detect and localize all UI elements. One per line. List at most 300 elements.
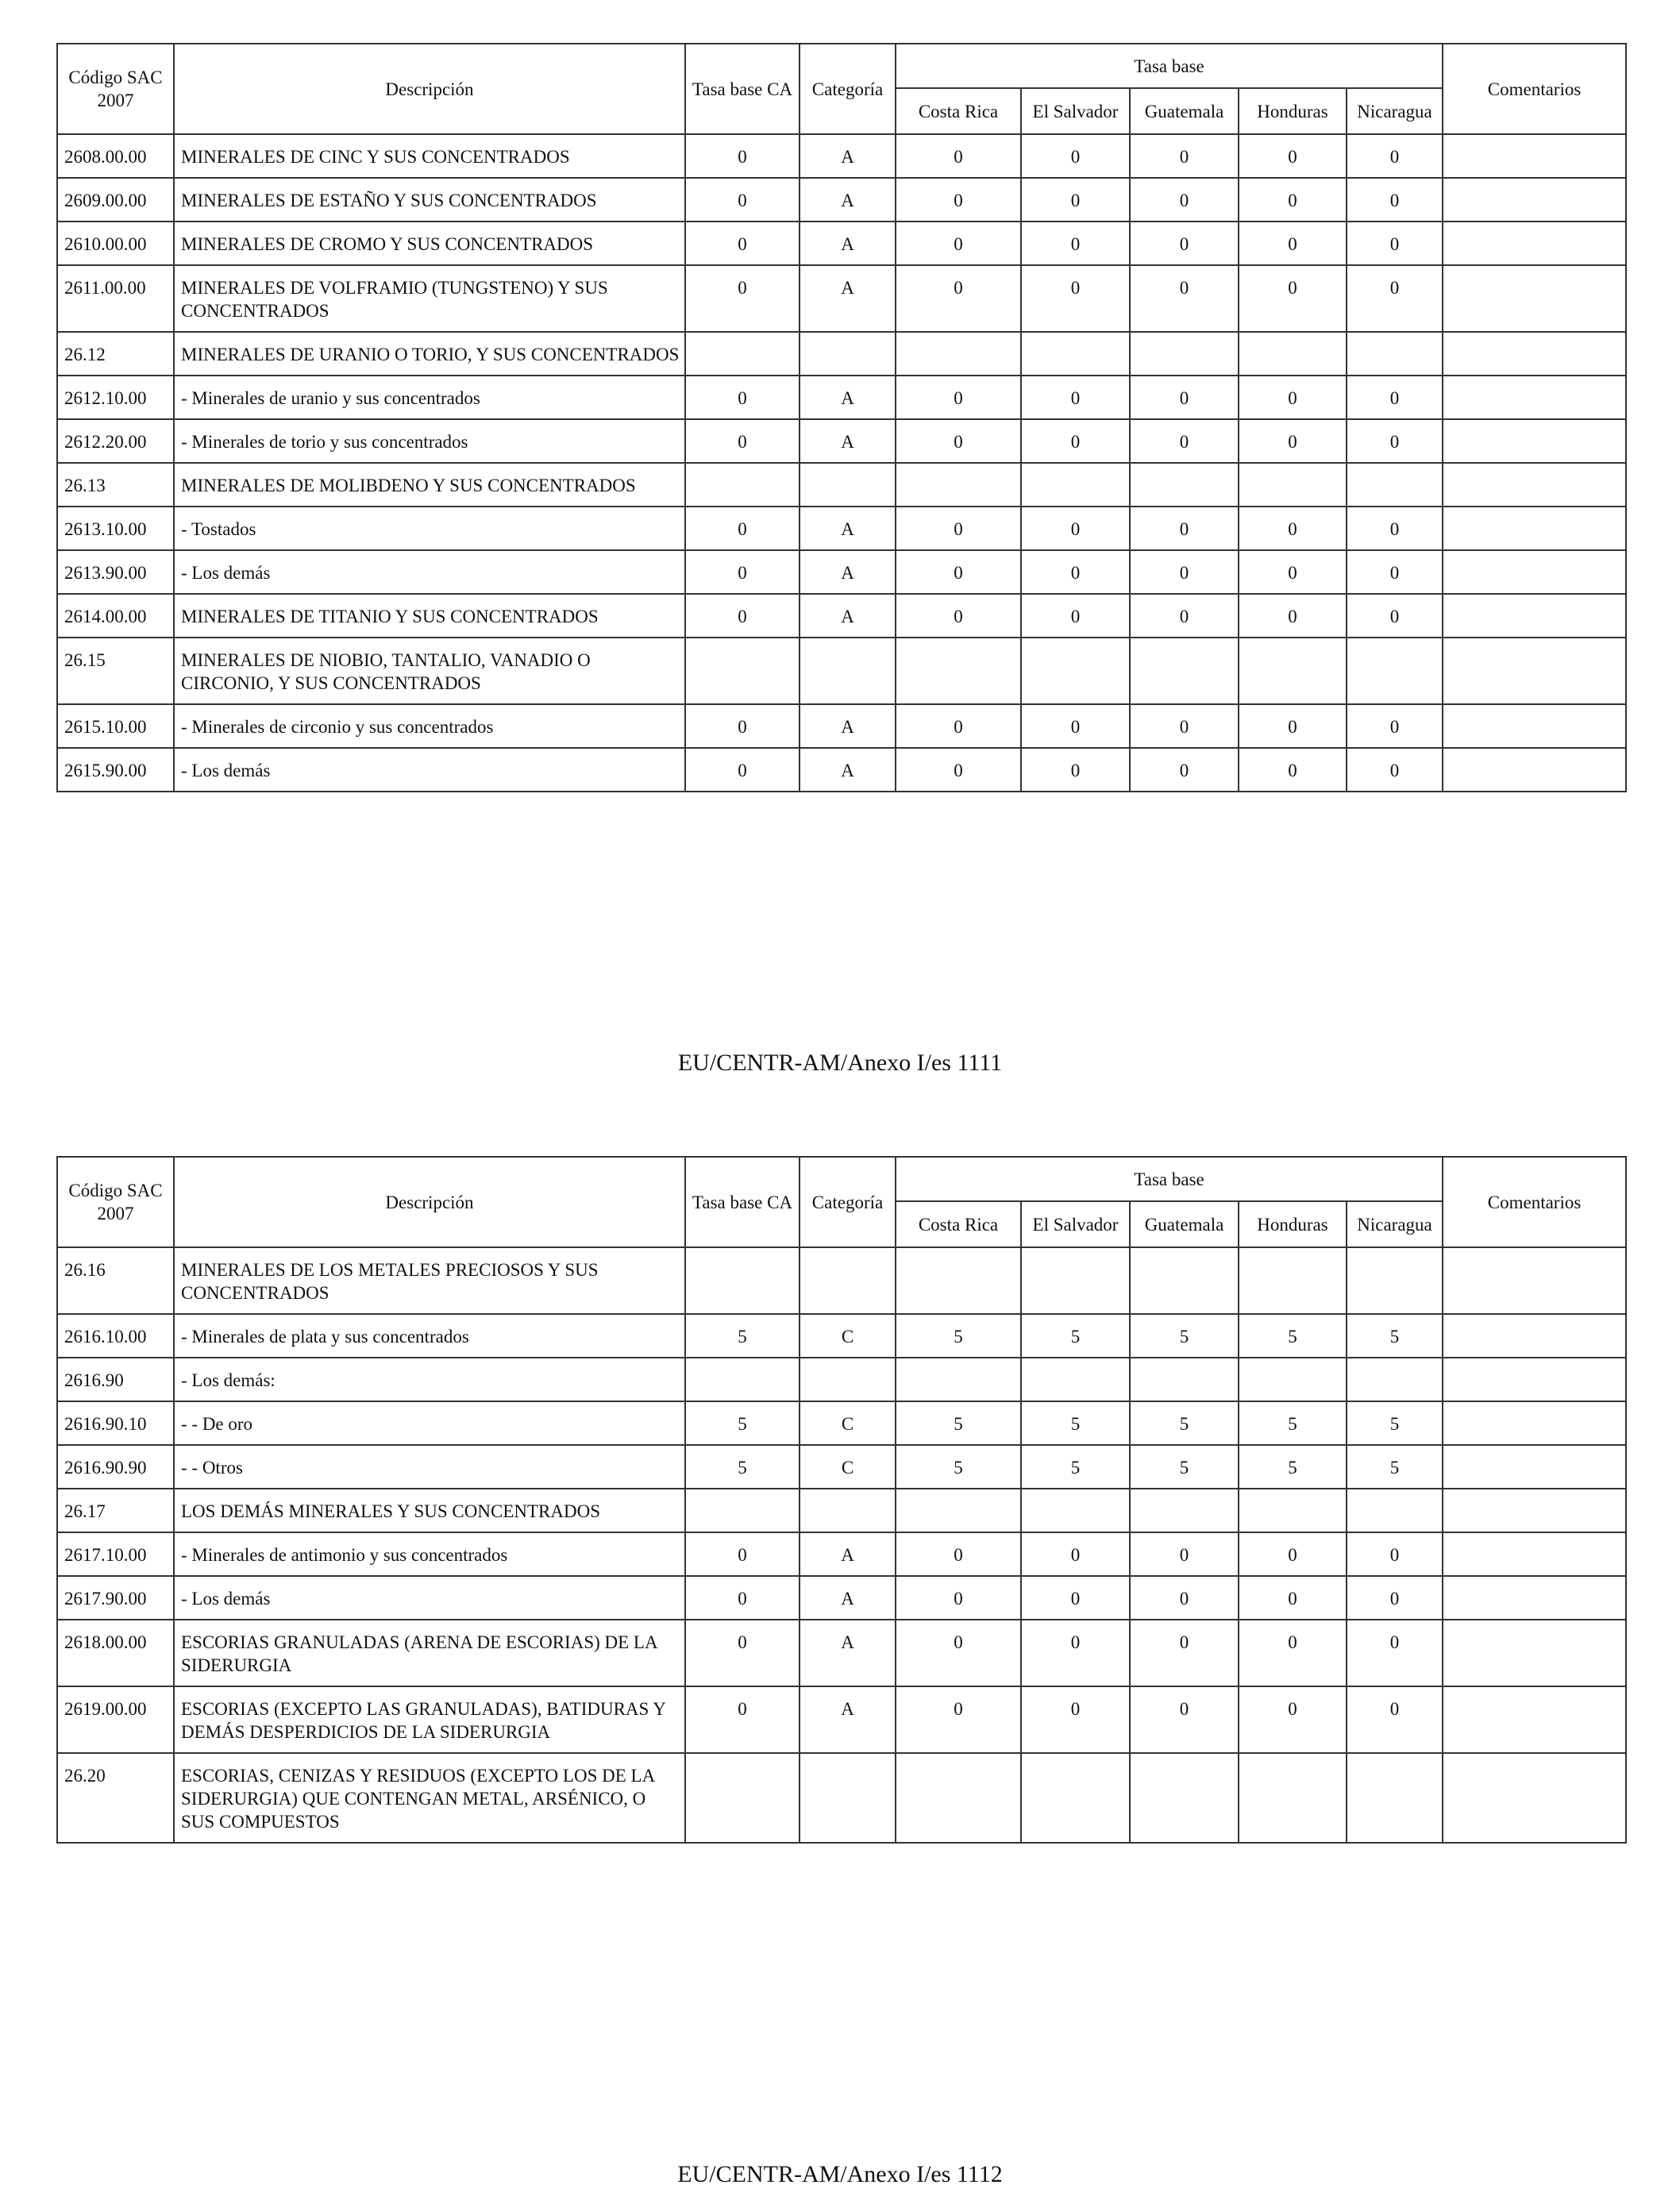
cell-guatemala: 0 — [1130, 376, 1239, 419]
cell-honduras — [1239, 1247, 1347, 1314]
cell-honduras: 0 — [1239, 419, 1347, 463]
table-row — [57, 1314, 1626, 1358]
cell-code: 26.20 — [57, 1753, 174, 1843]
cell-category: A — [800, 507, 896, 550]
cell-base-rate-ca: 0 — [685, 178, 800, 222]
header-costa-rica: Costa Rica — [896, 88, 1021, 134]
table-row — [57, 748, 1626, 792]
cell-base-rate-ca: 0 — [685, 1576, 800, 1620]
cell-category: A — [800, 594, 896, 638]
table-row — [57, 1401, 1626, 1445]
cell-costa-rica: 0 — [896, 178, 1021, 222]
cell-guatemala — [1130, 1753, 1239, 1843]
cell-base-rate-ca: 5 — [685, 1445, 800, 1489]
cell-guatemala: 0 — [1130, 550, 1239, 594]
cell-category: A — [800, 748, 896, 792]
cell-comments — [1443, 419, 1626, 463]
cell-base-rate-ca — [685, 332, 800, 376]
table-row — [57, 222, 1626, 265]
cell-el-salvador: 0 — [1021, 1620, 1130, 1686]
cell-costa-rica — [896, 332, 1021, 376]
header-comments: Comentarios — [1443, 44, 1626, 134]
table-row — [57, 463, 1626, 507]
table-row — [57, 134, 1626, 178]
cell-base-rate-ca: 0 — [685, 704, 800, 748]
cell-honduras: 5 — [1239, 1314, 1347, 1358]
cell-code: 2616.90.90 — [57, 1445, 174, 1489]
cell-el-salvador: 5 — [1021, 1445, 1130, 1489]
tariff-table-page-1112 — [56, 1156, 1627, 1844]
cell-honduras: 0 — [1239, 1686, 1347, 1753]
cell-code: 26.16 — [57, 1247, 174, 1314]
cell-guatemala: 0 — [1130, 419, 1239, 463]
cell-code: 26.15 — [57, 638, 174, 704]
cell-nicaragua: 0 — [1347, 550, 1443, 594]
cell-el-salvador: 0 — [1021, 704, 1130, 748]
cell-description: - Minerales de circonio y sus concentrados — [174, 704, 685, 748]
cell-category: A — [800, 419, 896, 463]
table-row — [57, 1576, 1626, 1620]
cell-category — [800, 463, 896, 507]
header-base-rate: Tasa base — [896, 1157, 1443, 1201]
cell-description: - - De oro — [174, 1401, 685, 1445]
cell-honduras: 0 — [1239, 704, 1347, 748]
cell-costa-rica — [896, 1489, 1021, 1532]
cell-base-rate-ca: 0 — [685, 419, 800, 463]
header-honduras: Honduras — [1239, 1201, 1347, 1247]
cell-guatemala: 0 — [1130, 178, 1239, 222]
header-base-rate-ca: Tasa base CA — [685, 1157, 800, 1247]
cell-category: A — [800, 134, 896, 178]
cell-comments — [1443, 134, 1626, 178]
header-base-rate-ca: Tasa base CA — [685, 44, 800, 134]
cell-description: - Los demás — [174, 748, 685, 792]
cell-costa-rica: 5 — [896, 1314, 1021, 1358]
cell-guatemala — [1130, 638, 1239, 704]
header-description: Descripción — [174, 44, 685, 134]
cell-nicaragua: 0 — [1347, 594, 1443, 638]
table-row — [57, 419, 1626, 463]
cell-guatemala: 0 — [1130, 222, 1239, 265]
cell-costa-rica: 5 — [896, 1401, 1021, 1445]
cell-honduras: 0 — [1239, 222, 1347, 265]
cell-honduras: 0 — [1239, 134, 1347, 178]
cell-description: MINERALES DE CROMO Y SUS CONCENTRADOS — [174, 222, 685, 265]
header-costa-rica: Costa Rica — [896, 1201, 1021, 1247]
cell-honduras: 0 — [1239, 550, 1347, 594]
cell-costa-rica: 0 — [896, 376, 1021, 419]
cell-honduras: 0 — [1239, 376, 1347, 419]
cell-code: 2616.90 — [57, 1358, 174, 1401]
cell-honduras — [1239, 1753, 1347, 1843]
cell-nicaragua — [1347, 463, 1443, 507]
cell-el-salvador: 0 — [1021, 1576, 1130, 1620]
cell-base-rate-ca: 0 — [685, 134, 800, 178]
cell-code: 2612.10.00 — [57, 376, 174, 419]
cell-guatemala: 0 — [1130, 507, 1239, 550]
cell-costa-rica: 0 — [896, 748, 1021, 792]
cell-base-rate-ca — [685, 463, 800, 507]
cell-category: A — [800, 222, 896, 265]
cell-nicaragua — [1347, 1247, 1443, 1314]
cell-base-rate-ca: 0 — [685, 1532, 800, 1576]
cell-comments — [1443, 1686, 1626, 1753]
header-el-salvador: El Salvador — [1021, 88, 1130, 134]
table-row — [57, 550, 1626, 594]
cell-honduras — [1239, 332, 1347, 376]
cell-description: - Los demás — [174, 550, 685, 594]
table-body-page-1112 — [57, 1247, 1626, 1843]
table-row — [57, 1753, 1626, 1843]
cell-guatemala — [1130, 463, 1239, 507]
header-description: Descripción — [174, 1157, 685, 1247]
cell-code: 2619.00.00 — [57, 1686, 174, 1753]
cell-honduras: 5 — [1239, 1445, 1347, 1489]
cell-comments — [1443, 1401, 1626, 1445]
cell-el-salvador — [1021, 638, 1130, 704]
cell-guatemala — [1130, 1247, 1239, 1314]
header-category: Categoría — [800, 44, 896, 134]
table-row — [57, 638, 1626, 704]
cell-code: 2608.00.00 — [57, 134, 174, 178]
cell-nicaragua: 0 — [1347, 376, 1443, 419]
table-row — [57, 594, 1626, 638]
cell-comments — [1443, 332, 1626, 376]
cell-category — [800, 1247, 896, 1314]
cell-nicaragua: 0 — [1347, 1686, 1443, 1753]
cell-description: - Minerales de torio y sus concentrados — [174, 419, 685, 463]
cell-description: ESCORIAS, CENIZAS Y RESIDUOS (EXCEPTO LOS DE LA SIDERURGIA) QUE CONTENGAN METAL, ARSÉNICO, O SUS COMPUESTOS — [174, 1753, 685, 1843]
cell-comments — [1443, 265, 1626, 332]
cell-code: 2616.90.10 — [57, 1401, 174, 1445]
cell-nicaragua: 0 — [1347, 1620, 1443, 1686]
table-row — [57, 1358, 1626, 1401]
cell-costa-rica — [896, 1247, 1021, 1314]
cell-honduras — [1239, 638, 1347, 704]
cell-guatemala — [1130, 1489, 1239, 1532]
cell-honduras: 0 — [1239, 178, 1347, 222]
cell-guatemala — [1130, 332, 1239, 376]
cell-description: MINERALES DE ESTAÑO Y SUS CONCENTRADOS — [174, 178, 685, 222]
cell-category — [800, 638, 896, 704]
cell-comments — [1443, 178, 1626, 222]
cell-nicaragua: 5 — [1347, 1445, 1443, 1489]
cell-nicaragua: 0 — [1347, 134, 1443, 178]
cell-code: 2617.10.00 — [57, 1532, 174, 1576]
cell-comments — [1443, 550, 1626, 594]
cell-description: MINERALES DE NIOBIO, TANTALIO, VANADIO O CIRCONIO, Y SUS CONCENTRADOS — [174, 638, 685, 704]
header-honduras: Honduras — [1239, 88, 1347, 134]
cell-comments — [1443, 748, 1626, 792]
cell-nicaragua — [1347, 1753, 1443, 1843]
cell-code: 26.12 — [57, 332, 174, 376]
cell-honduras: 0 — [1239, 1576, 1347, 1620]
cell-code: 2609.00.00 — [57, 178, 174, 222]
cell-honduras: 0 — [1239, 1620, 1347, 1686]
header-el-salvador: El Salvador — [1021, 1201, 1130, 1247]
header-nicaragua: Nicaragua — [1347, 88, 1443, 134]
cell-description: - Minerales de antimonio y sus concentrados — [174, 1532, 685, 1576]
header-category: Categoría — [800, 1157, 896, 1247]
table-row — [57, 1686, 1626, 1753]
cell-category: A — [800, 1532, 896, 1576]
cell-costa-rica — [896, 1358, 1021, 1401]
cell-comments — [1443, 1489, 1626, 1532]
cell-nicaragua: 0 — [1347, 704, 1443, 748]
cell-base-rate-ca: 0 — [685, 507, 800, 550]
cell-category: A — [800, 1686, 896, 1753]
cell-honduras — [1239, 463, 1347, 507]
cell-comments — [1443, 638, 1626, 704]
header-guatemala: Guatemala — [1130, 1201, 1239, 1247]
cell-guatemala: 5 — [1130, 1314, 1239, 1358]
cell-description: - Los demás: — [174, 1358, 685, 1401]
header-comments: Comentarios — [1443, 1157, 1626, 1247]
cell-description: - - Otros — [174, 1445, 685, 1489]
cell-description: ESCORIAS GRANULADAS (ARENA DE ESCORIAS) DE LA SIDERURGIA — [174, 1620, 685, 1686]
cell-comments — [1443, 507, 1626, 550]
cell-base-rate-ca: 5 — [685, 1314, 800, 1358]
page-footer-1112: EU/CENTR-AM/Anexo I/es 1112 — [677, 2161, 1003, 2187]
cell-code: 2615.10.00 — [57, 704, 174, 748]
cell-costa-rica: 0 — [896, 704, 1021, 748]
cell-honduras: 5 — [1239, 1401, 1347, 1445]
cell-comments — [1443, 463, 1626, 507]
cell-costa-rica — [896, 638, 1021, 704]
header-code: Código SAC 2007 — [57, 44, 174, 134]
cell-category: A — [800, 265, 896, 332]
header-base-rate: Tasa base — [896, 44, 1443, 88]
cell-guatemala — [1130, 1358, 1239, 1401]
cell-code: 2618.00.00 — [57, 1620, 174, 1686]
header-guatemala: Guatemala — [1130, 88, 1239, 134]
cell-code: 26.17 — [57, 1489, 174, 1532]
cell-el-salvador: 0 — [1021, 265, 1130, 332]
cell-category: A — [800, 376, 896, 419]
page-footer-1111: EU/CENTR-AM/Anexo I/es 1111 — [677, 1050, 1003, 1076]
cell-base-rate-ca: 0 — [685, 550, 800, 594]
cell-el-salvador — [1021, 332, 1130, 376]
cell-description: - Minerales de uranio y sus concentrados — [174, 376, 685, 419]
cell-base-rate-ca: 0 — [685, 222, 800, 265]
table-row — [57, 1620, 1626, 1686]
cell-category: A — [800, 1620, 896, 1686]
cell-comments — [1443, 1576, 1626, 1620]
cell-code: 26.13 — [57, 463, 174, 507]
cell-costa-rica: 0 — [896, 507, 1021, 550]
table-body-page-1111 — [57, 134, 1626, 792]
cell-description: MINERALES DE VOLFRAMIO (TUNGSTENO) Y SUS CONCENTRADOS — [174, 265, 685, 332]
cell-honduras — [1239, 1358, 1347, 1401]
cell-el-salvador: 0 — [1021, 178, 1130, 222]
table-row — [57, 1247, 1626, 1314]
cell-el-salvador: 0 — [1021, 419, 1130, 463]
cell-costa-rica: 0 — [896, 594, 1021, 638]
cell-guatemala: 0 — [1130, 594, 1239, 638]
header-nicaragua: Nicaragua — [1347, 1201, 1443, 1247]
cell-guatemala: 5 — [1130, 1445, 1239, 1489]
table-row — [57, 1445, 1626, 1489]
cell-guatemala: 0 — [1130, 748, 1239, 792]
cell-base-rate-ca — [685, 1358, 800, 1401]
cell-nicaragua: 5 — [1347, 1314, 1443, 1358]
cell-category: C — [800, 1445, 896, 1489]
cell-base-rate-ca: 0 — [685, 265, 800, 332]
cell-base-rate-ca — [685, 638, 800, 704]
tariff-table-page-1111 — [56, 43, 1627, 792]
cell-guatemala: 0 — [1130, 1532, 1239, 1576]
cell-code: 2615.90.00 — [57, 748, 174, 792]
cell-category: A — [800, 1576, 896, 1620]
cell-nicaragua: 0 — [1347, 178, 1443, 222]
cell-base-rate-ca: 5 — [685, 1401, 800, 1445]
cell-category — [800, 332, 896, 376]
cell-nicaragua: 0 — [1347, 419, 1443, 463]
cell-nicaragua — [1347, 1358, 1443, 1401]
cell-comments — [1443, 1358, 1626, 1401]
cell-description: - Minerales de plata y sus concentrados — [174, 1314, 685, 1358]
cell-description: MINERALES DE TITANIO Y SUS CONCENTRADOS — [174, 594, 685, 638]
cell-costa-rica — [896, 1753, 1021, 1843]
table-row — [57, 1489, 1626, 1532]
cell-code: 2610.00.00 — [57, 222, 174, 265]
cell-base-rate-ca: 0 — [685, 1686, 800, 1753]
cell-costa-rica: 0 — [896, 1686, 1021, 1753]
cell-code: 2617.90.00 — [57, 1576, 174, 1620]
cell-costa-rica: 0 — [896, 1576, 1021, 1620]
cell-category — [800, 1753, 896, 1843]
cell-guatemala: 0 — [1130, 1620, 1239, 1686]
cell-nicaragua — [1347, 332, 1443, 376]
cell-nicaragua: 0 — [1347, 265, 1443, 332]
cell-honduras: 0 — [1239, 507, 1347, 550]
cell-nicaragua: 0 — [1347, 1532, 1443, 1576]
cell-description: MINERALES DE URANIO O TORIO, Y SUS CONCENTRADOS — [174, 332, 685, 376]
cell-base-rate-ca: 0 — [685, 1620, 800, 1686]
cell-nicaragua — [1347, 638, 1443, 704]
cell-el-salvador: 0 — [1021, 550, 1130, 594]
cell-description: - Los demás — [174, 1576, 685, 1620]
cell-code: 2614.00.00 — [57, 594, 174, 638]
cell-comments — [1443, 1314, 1626, 1358]
cell-comments — [1443, 222, 1626, 265]
cell-code: 2613.10.00 — [57, 507, 174, 550]
cell-description: LOS DEMÁS MINERALES Y SUS CONCENTRADOS — [174, 1489, 685, 1532]
cell-comments — [1443, 1532, 1626, 1576]
table-row — [57, 507, 1626, 550]
cell-nicaragua: 0 — [1347, 222, 1443, 265]
cell-costa-rica: 0 — [896, 134, 1021, 178]
table-row — [57, 1532, 1626, 1576]
cell-el-salvador — [1021, 1247, 1130, 1314]
cell-el-salvador: 0 — [1021, 1686, 1130, 1753]
cell-honduras: 0 — [1239, 748, 1347, 792]
cell-costa-rica: 0 — [896, 222, 1021, 265]
cell-costa-rica — [896, 463, 1021, 507]
cell-category: A — [800, 704, 896, 748]
cell-guatemala: 5 — [1130, 1401, 1239, 1445]
cell-el-salvador: 0 — [1021, 507, 1130, 550]
cell-comments — [1443, 376, 1626, 419]
header-code: Código SAC 2007 — [57, 1157, 174, 1247]
cell-costa-rica: 0 — [896, 419, 1021, 463]
cell-costa-rica: 0 — [896, 1620, 1021, 1686]
cell-code: 2613.90.00 — [57, 550, 174, 594]
cell-el-salvador — [1021, 1489, 1130, 1532]
cell-comments — [1443, 1753, 1626, 1843]
cell-costa-rica: 0 — [896, 550, 1021, 594]
cell-costa-rica: 5 — [896, 1445, 1021, 1489]
cell-honduras — [1239, 1489, 1347, 1532]
cell-category: C — [800, 1401, 896, 1445]
table-row — [57, 332, 1626, 376]
cell-category: A — [800, 550, 896, 594]
cell-el-salvador: 5 — [1021, 1401, 1130, 1445]
cell-costa-rica: 0 — [896, 1532, 1021, 1576]
cell-guatemala: 0 — [1130, 1576, 1239, 1620]
table-row — [57, 376, 1626, 419]
cell-description: MINERALES DE LOS METALES PRECIOSOS Y SUS CONCENTRADOS — [174, 1247, 685, 1314]
table-row — [57, 704, 1626, 748]
cell-code: 2612.20.00 — [57, 419, 174, 463]
cell-el-salvador: 0 — [1021, 376, 1130, 419]
cell-base-rate-ca — [685, 1489, 800, 1532]
cell-comments — [1443, 704, 1626, 748]
cell-category: A — [800, 178, 896, 222]
cell-base-rate-ca — [685, 1247, 800, 1314]
cell-el-salvador: 0 — [1021, 594, 1130, 638]
cell-nicaragua: 0 — [1347, 507, 1443, 550]
cell-honduras: 0 — [1239, 1532, 1347, 1576]
cell-el-salvador — [1021, 1753, 1130, 1843]
cell-nicaragua: 0 — [1347, 1576, 1443, 1620]
cell-nicaragua — [1347, 1489, 1443, 1532]
cell-comments — [1443, 1247, 1626, 1314]
cell-base-rate-ca: 0 — [685, 748, 800, 792]
cell-el-salvador: 0 — [1021, 1532, 1130, 1576]
cell-comments — [1443, 594, 1626, 638]
cell-guatemala: 0 — [1130, 704, 1239, 748]
cell-description: ESCORIAS (EXCEPTO LAS GRANULADAS), BATIDURAS Y DEMÁS DESPERDICIOS DE LA SIDERURGIA — [174, 1686, 685, 1753]
cell-description: - Tostados — [174, 507, 685, 550]
cell-description: MINERALES DE CINC Y SUS CONCENTRADOS — [174, 134, 685, 178]
cell-el-salvador: 0 — [1021, 134, 1130, 178]
cell-el-salvador: 0 — [1021, 222, 1130, 265]
cell-nicaragua: 5 — [1347, 1401, 1443, 1445]
cell-guatemala: 0 — [1130, 265, 1239, 332]
cell-comments — [1443, 1445, 1626, 1489]
cell-code: 2616.10.00 — [57, 1314, 174, 1358]
cell-base-rate-ca — [685, 1753, 800, 1843]
cell-el-salvador — [1021, 1358, 1130, 1401]
cell-guatemala: 0 — [1130, 134, 1239, 178]
cell-nicaragua: 0 — [1347, 748, 1443, 792]
cell-el-salvador: 5 — [1021, 1314, 1130, 1358]
table-row — [57, 178, 1626, 222]
cell-category: C — [800, 1314, 896, 1358]
cell-comments — [1443, 1620, 1626, 1686]
cell-el-salvador — [1021, 463, 1130, 507]
cell-base-rate-ca: 0 — [685, 594, 800, 638]
table-row — [57, 265, 1626, 332]
cell-code: 2611.00.00 — [57, 265, 174, 332]
cell-costa-rica: 0 — [896, 265, 1021, 332]
cell-honduras: 0 — [1239, 265, 1347, 332]
cell-honduras: 0 — [1239, 594, 1347, 638]
cell-category — [800, 1358, 896, 1401]
cell-category — [800, 1489, 896, 1532]
cell-el-salvador: 0 — [1021, 748, 1130, 792]
